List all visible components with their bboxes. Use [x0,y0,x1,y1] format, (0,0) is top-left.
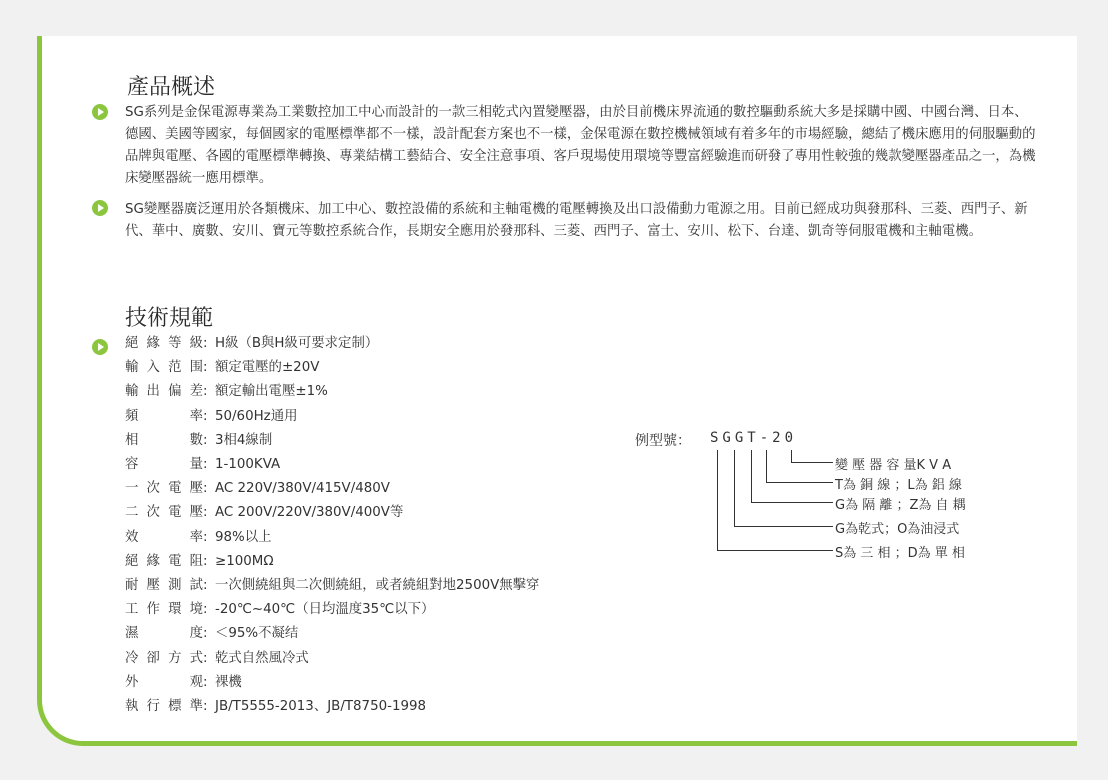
connector-line [734,526,833,527]
model-desc: T為 銅 線 ；L為 鋁 線 [835,478,962,493]
play-bullet-icon [92,104,108,120]
connector-line [791,462,833,463]
spec-label: 容量 [125,457,203,473]
spec-value: -20℃~40℃（日均溫度35℃以下） [215,602,435,618]
spec-row: 冷卻方式 : 乾式自然風冷式 [125,647,539,671]
model-prefix: 例型號： [635,433,691,449]
spec-row: 頻率 : 50/60Hz通用 [125,405,539,429]
model-desc: 變 壓 器 容 量K V A [835,458,952,473]
connector-line [766,450,767,482]
spec-value: 乾式自然風冷式 [215,650,309,666]
spec-value: 50/60Hz通用 [215,408,298,424]
spec-label: 二次電壓 [125,505,203,521]
spec-label: 外观 [125,674,203,690]
spec-label: 絕緣電阻 [125,553,203,569]
spec-value: 額定輸出電壓±1% [215,384,328,400]
model-desc: S為 三 相 ；D為 單 相 [835,546,965,561]
play-bullet-icon [92,200,108,216]
spec-row: 工作環境 : -20℃~40℃（日均溫度35℃以下） [125,598,539,622]
connector-line [717,550,833,551]
spec-value: 裸機 [215,674,242,690]
spec-label: 相數 [125,432,203,448]
spec-label: 一次電壓 [125,481,203,497]
connector-line [751,502,833,503]
connector-line [791,450,792,462]
spec-label: 輸出偏差 [125,384,203,400]
spec-row: 外观 : 裸機 [125,671,539,695]
connector-line [751,450,752,502]
spec-value: JB/T5555-2013、JB/T8750-1998 [215,699,427,715]
spec-row: 耐壓測試 : 一次側繞組與二次側繞組，或者繞組對地2500V無擊穿 [125,574,539,598]
spec-value: 1-100KVA [215,457,281,473]
model-desc: G為乾式；O為油浸式 [835,522,960,537]
spec-row: 效率 : 98%以上 [125,526,539,550]
connector-line [717,450,718,550]
spec-row: 執行標準 : JB/T5555-2013、JB/T8750-1998 [125,695,539,719]
spec-label: 頻率 [125,408,203,424]
spec-value: ＜95%不凝结 [215,626,299,642]
spec-row: 相數 : 3相4線制 [125,429,539,453]
spec-row: 一次電壓 : AC 220V/380V/415V/480V [125,477,539,501]
spec-label: 工作環境 [125,602,203,618]
spec-value: AC 200V/220V/380V/400V等 [215,505,404,521]
spec-label: 絕緣等級 [125,336,203,351]
spec-row: 輸入范围 : 額定電壓的±20V [125,356,539,380]
spec-value: 98%以上 [215,529,272,545]
spec-row: 濕度 : ＜95%不凝结 [125,622,539,646]
spec-value: AC 220V/380V/415V/480V [215,481,390,497]
model-code: SGGT-20 [710,430,798,446]
overview-title: 產品概述 [127,75,216,100]
model-desc: G為 隔 離 ；Z為 自 耦 [835,498,966,513]
spec-label: 濕度 [125,626,203,642]
spec-value: 3相4線制 [215,432,273,448]
spec-label: 效率 [125,529,203,545]
spec-row: 輸出偏差 : 額定輸出電壓±1% [125,380,539,404]
connector-line [766,482,833,483]
spec-value: H級（B與H級可要求定制） [215,336,379,351]
spec-row: 二次電壓 : AC 200V/220V/380V/400V等 [125,501,539,525]
spec-label: 執行標準 [125,699,203,715]
spec-label: 輸入范围 [125,360,203,376]
spec-row: 絕緣電阻 : ≥100MΩ [125,550,539,574]
spec-row: 絕緣等級 : H級（B與H級可要求定制） [125,332,539,356]
model-code-diagram [635,430,995,570]
spec-list [125,332,539,719]
spec-value: 一次側繞組與二次側繞組，或者繞組對地2500V無擊穿 [215,578,540,594]
specs-title: 技術規範 [125,306,214,331]
overview-paragraph-2: SG變壓器廣泛運用於各類機床、加工中心、數控設備的系統和主軸電機的電壓轉換及出口設備動力電源之用。目前已經成功與發那科、三菱、西門子、新代、華中、廣數、安川、寶元等數控系統合作，長期安全應用於發那科、三菱、西門子、富士、安川、松下、台達、凱奇等伺服電機和主軸電機。 [125,202,1028,239]
connector-line [734,450,735,526]
spec-label: 耐壓測試 [125,578,203,594]
spec-value: 額定電壓的±20V [215,360,320,376]
spec-row: 容量 : 1-100KVA [125,453,539,477]
spec-value: ≥100MΩ [215,553,274,569]
play-bullet-icon [92,339,108,355]
overview-paragraph-1: SG系列是金保電源專業為工業數控加工中心而設計的一款三相乾式內置變壓器，由於目前機床界流通的數控驅動系統大多是採購中國、中國台灣、日本、德國、美國等國家，每個國家的電壓標準都不一樣，設計配套方案也不一樣，金保電源在數控機械領域有着多年的市場經驗，總結了機床應用的伺服驅動的品牌與電壓、各國的電壓標準轉換、專業結構工藝結合、安全注意事項、客戶現場使用環境等豐富經驗進而研發了專用性較強的幾款變壓器產品之一，為機床變壓器統一應用標準。 [125,105,1036,186]
spec-label: 冷卻方式 [125,650,203,666]
